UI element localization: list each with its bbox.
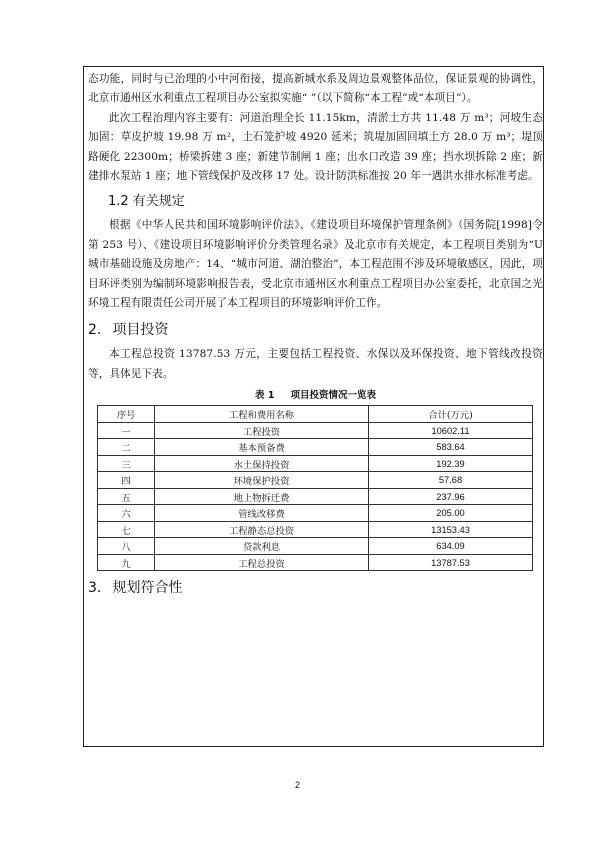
cell-index: 八 [98,538,155,555]
cell-index: 七 [98,521,155,538]
cell-item: 管线改移费 [155,505,369,522]
section-title: 规划符合性 [112,580,183,597]
table-number: 表 1 [255,390,275,402]
table-row [98,488,533,505]
cell-total: 10602.11 [369,422,533,439]
cell-index: 一 [98,422,155,439]
cell-index: 五 [98,488,155,505]
paragraph-regulations: 根据《中华人民共和国环境影响评价法》、《建设项目环境保护管理条例》（国务院[1998]令第 253 号）、《建设项目环境影响评价分类管理名录》及北京市有关规定，本工程项目类别为“U 城市基础设施及房地产：14、“城市河道、湖泊整治”，本工程范围不涉及环境敏感区，因此，项目环评类别为编制环境影响报告表，受北京市通州区水利重点工程项目办公室委托，北京国之光环境工程有限责任公司开展了本工程项目的环境影响评价工作。 [88,219,543,310]
table-row [98,439,533,456]
section-heading-1-2: 1.2 有关规定 [108,194,185,210]
section-title: 项目投资 [112,322,169,339]
cell-item: 工程静态总投资 [155,521,369,538]
cell-index: 九 [98,554,155,571]
cell-item: 工程投资 [155,422,369,439]
table-row [98,422,533,439]
column-header-total: 合计(万元) [369,406,533,423]
table-caption [88,388,543,403]
cell-index: 六 [98,505,155,522]
section-number: 3. [88,580,102,597]
column-header-index: 序号 [98,406,155,423]
table-header-row [98,406,533,423]
paragraph-project-scope: 此次工程治理内容主要有：河道治理全长 11.15km，清淤土方共 11.48 万 m³；河坡生态加固：草皮护坡 19.98 万 m²，土石笼护坡 4920 延米；筑堤加固回填土方 28.0 万 m³；堤顶路硬化 22300m；桥梁拆建 3 座；新建节制闸 1 座；出水口改造 39 座；挡水坝拆除 2 座；新建排水泵站 1 座；地下管线保护及改移 17 处。设计防洪标准按 20 年一遇洪水排水标准考虑。 [88,111,543,183]
column-header-item: 工程和费用名称 [155,406,369,423]
table-row [98,472,533,489]
cell-total: 13787.53 [369,554,533,571]
table-title: 项目投资情况一览表 [290,390,376,402]
investment-table [97,405,533,571]
table-row [98,538,533,555]
cell-total: 57.68 [369,472,533,489]
cell-total: 237.96 [369,488,533,505]
cell-index: 四 [98,472,155,489]
section-heading-2 [88,317,543,343]
section-number: 2. [88,322,102,339]
cell-item: 环境保护投资 [155,472,369,489]
cell-total: 583.64 [369,439,533,456]
cell-total: 13153.43 [369,521,533,538]
cell-total: 205.00 [369,505,533,522]
document-body [88,70,543,603]
cell-item: 水土保持投资 [155,455,369,472]
cell-total: 634.09 [369,538,533,555]
cell-item: 工程总投资 [155,554,369,571]
cell-item: 贷款利息 [155,538,369,555]
page-number: 2 [294,780,300,790]
cell-item: 地上物拆迁费 [155,488,369,505]
table-row [98,455,533,472]
table-row [98,554,533,571]
paragraph-investment: 本工程总投资 13787.53 万元，主要包括工程投资、水保以及环保投资、地下管线改投资等，具体见下表。 [88,348,543,380]
table-row [98,521,533,538]
table-row [98,505,533,522]
cell-index: 三 [98,455,155,472]
cell-item: 基本预备费 [155,439,369,456]
paragraph-intro-continued: 态功能，同时与已治理的小中河衔接，提高新城水系及周边景观整体品位，保证景观的协调性，北京市通州区水利重点工程项目办公室拟实施“ ”（以下简称“本工程”或“本项目”）。 [88,73,543,105]
cell-total: 192.39 [369,455,533,472]
cell-index: 二 [98,439,155,456]
section-heading-3 [88,575,543,601]
